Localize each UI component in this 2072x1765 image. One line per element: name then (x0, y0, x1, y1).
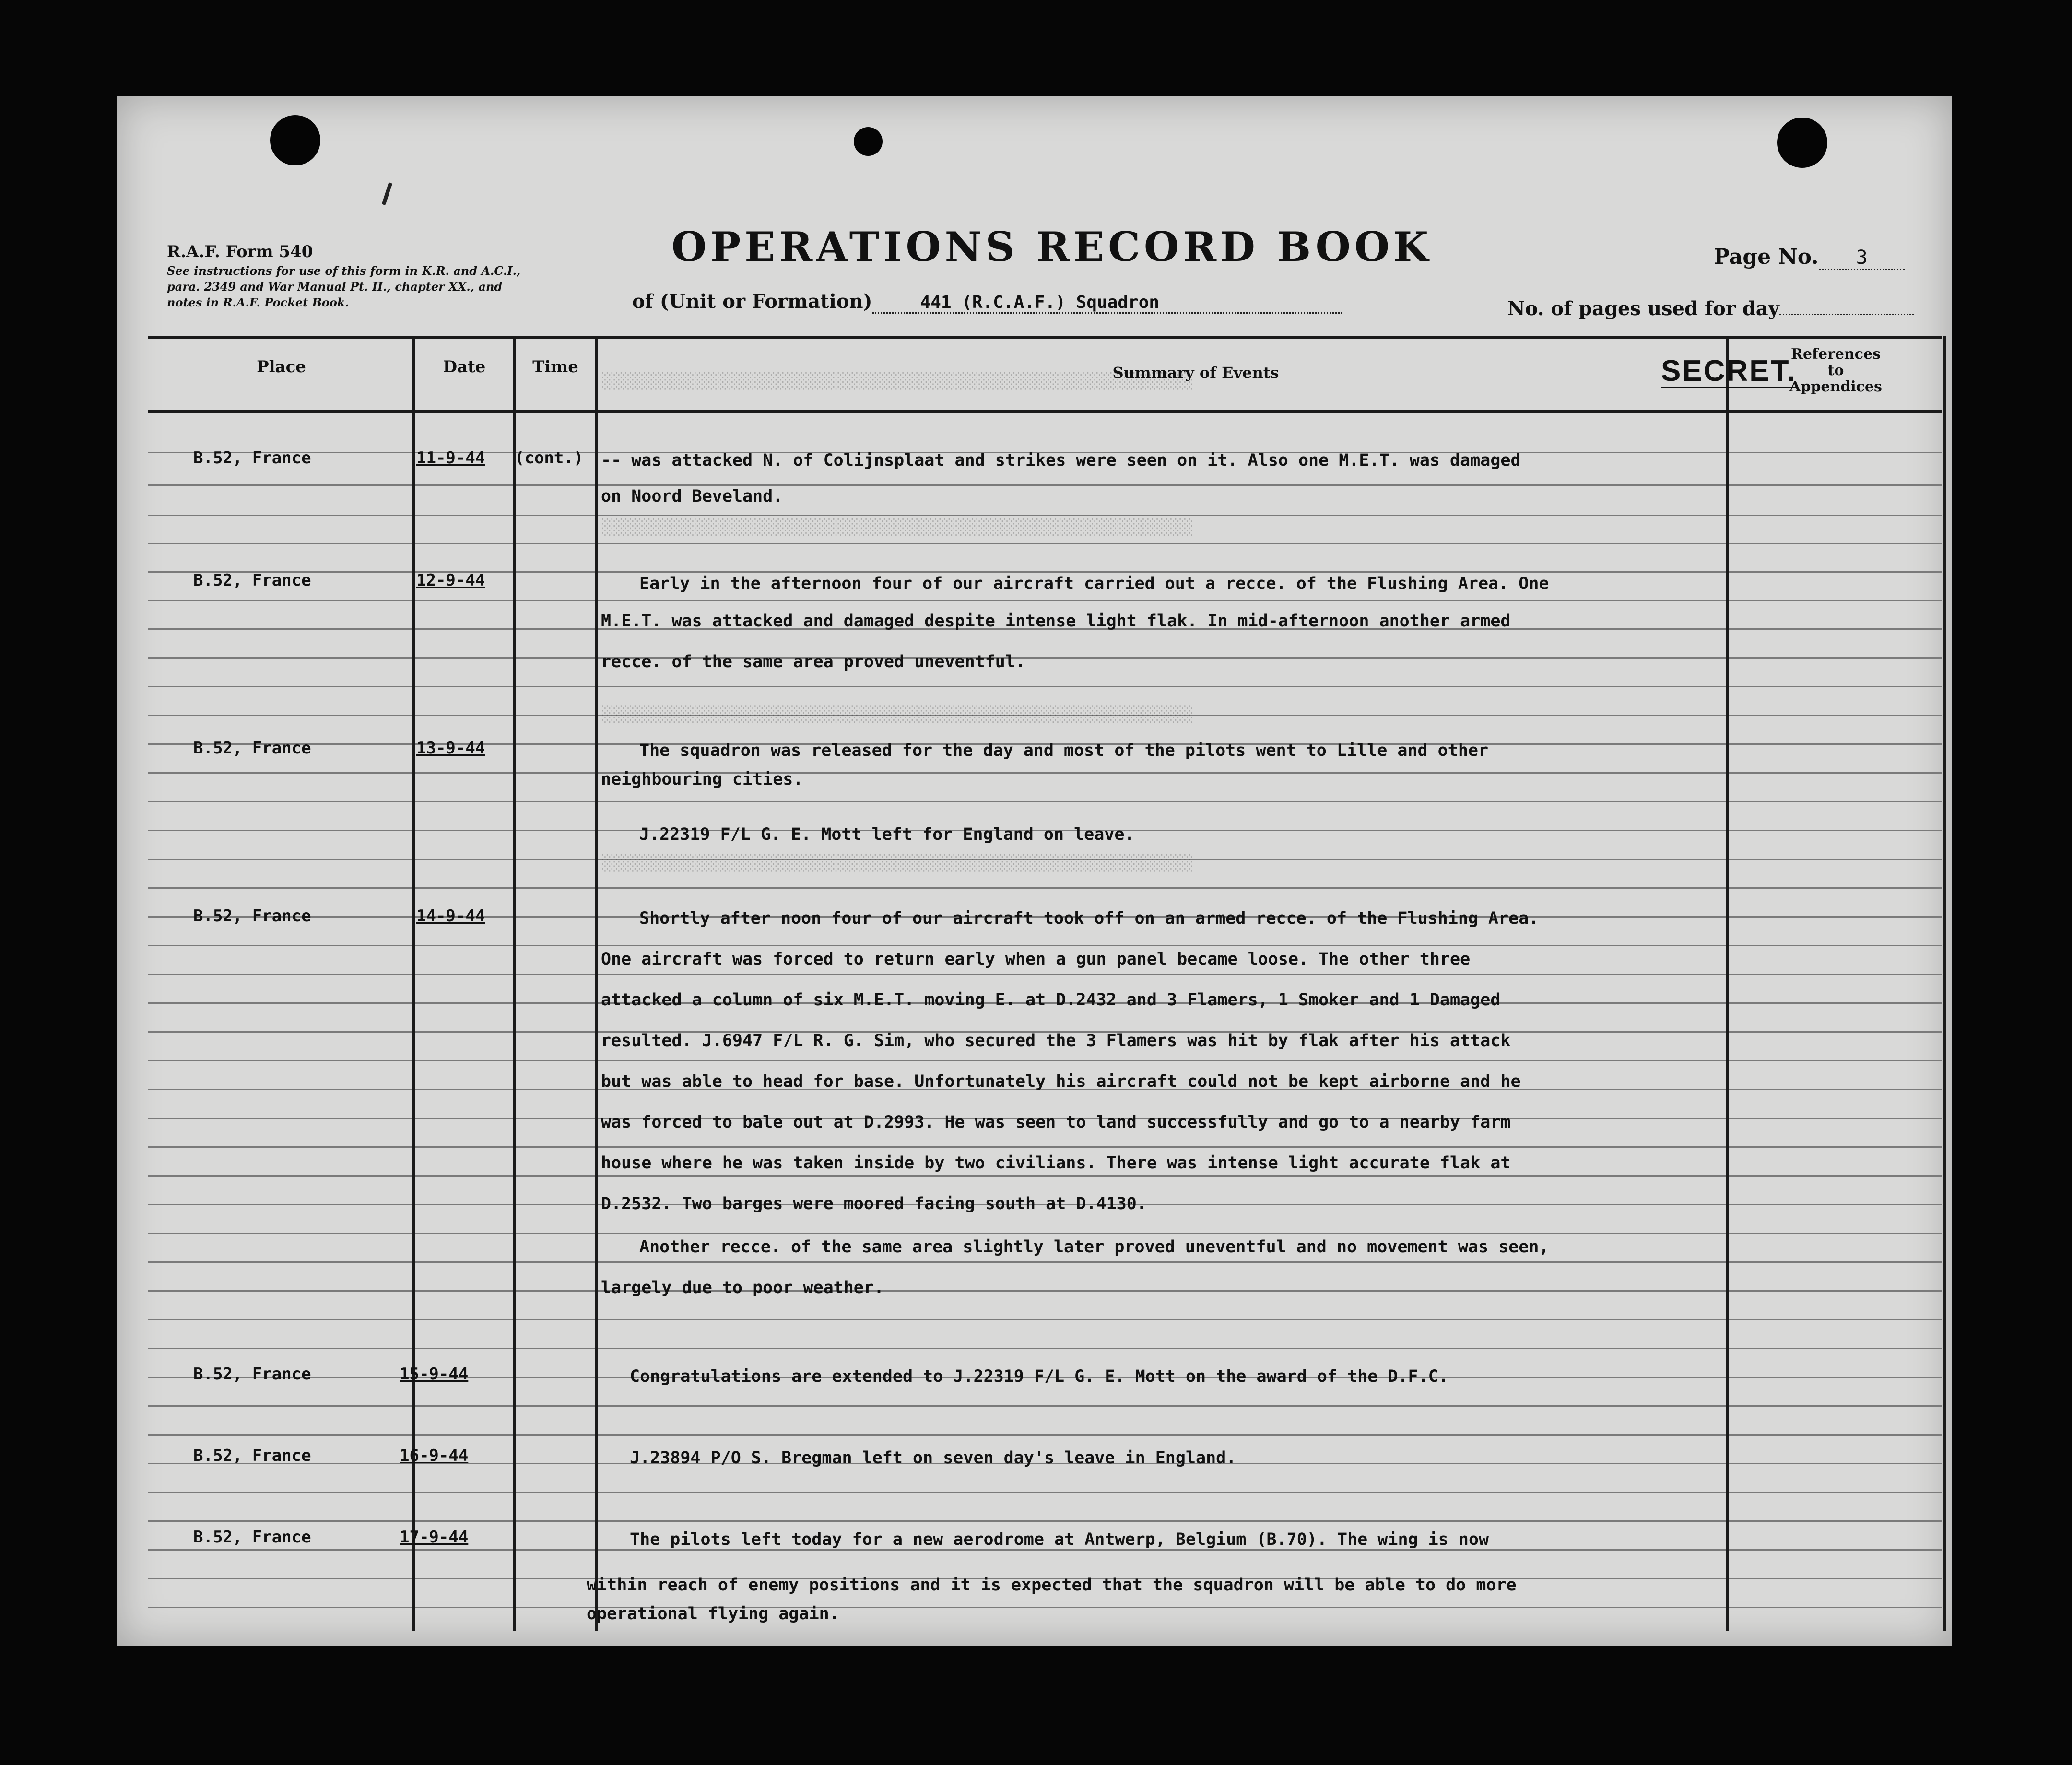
ruled-line (148, 1405, 1942, 1407)
punch-hole-left (270, 115, 320, 165)
entry-text-line: J.22319 F/L G. E. Mott left for England on leave. (639, 825, 1135, 844)
entry-text-line: largely due to poor weather. (601, 1278, 884, 1297)
form-instruction-1: See instructions for use of this form in K.R. and A.C.I., (167, 264, 521, 278)
ruled-line (148, 543, 1942, 544)
page-number-label: Page No. (1714, 245, 1819, 269)
entry-text-line: on Noord Beveland. (601, 487, 783, 506)
ruled-line (148, 772, 1942, 774)
entry-text-line: Early in the afternoon four of our aircraft carried out a recce. of the Flushing Area. One (639, 574, 1549, 593)
entry-text-line: neighbouring cities. (601, 770, 803, 789)
header-references-line-3: Appendices (1789, 378, 1882, 395)
ruled-line (148, 1175, 1942, 1177)
column-divider-summary (1726, 336, 1729, 1631)
entry-date: 15-9-44 (400, 1365, 469, 1384)
entry-text-line: Another recce. of the same area slightly later proved uneventful and no movement was seen, (639, 1237, 1549, 1257)
header-references-line-2: to (1827, 362, 1844, 379)
entry-place: B.52, France (193, 448, 311, 468)
ruled-line (148, 1060, 1942, 1061)
bleed-through-texture: ░░░░░░░░░░░░░░░░░░░░░░░░░░░░░░░░░░░░░░░░░░░░░░░░░░░░░░░░░░░░░░░░ (601, 372, 1192, 390)
entry-place: B.52, France (193, 739, 311, 758)
entry-place: B.52, France (193, 1446, 311, 1465)
entry-text-line: Shortly after noon four of our aircraft took off on an armed recce. of the Flushing Area. (639, 909, 1539, 928)
entry-text-line: was forced to bale out at D.2993. He was seen to land successfully and go to a nearby farm (601, 1113, 1511, 1132)
header-bottom-border (148, 410, 1942, 413)
table-right-border (1943, 336, 1946, 1631)
ruled-line (148, 801, 1942, 802)
page-number-field (1714, 245, 1905, 270)
entry-date: 12-9-44 (416, 571, 485, 590)
unit-field (632, 290, 1342, 314)
form-instruction-2: para. 2349 and War Manual Pt. II., chapter XX., and (167, 280, 503, 294)
entry-text-line: The pilots left today for a new aerodrome at Antwerp, Belgium (B.70). The wing is now (630, 1530, 1489, 1549)
column-divider-date (513, 336, 516, 1631)
header-summary: Summary of Events (1112, 364, 1279, 382)
ruled-line (148, 600, 1942, 601)
entry-place: B.52, France (193, 1528, 311, 1547)
entry-date: 17-9-44 (400, 1528, 469, 1547)
ruled-line (148, 1607, 1942, 1608)
entry-text-line: but was able to head for base. Unfortunately his aircraft could not be kept airborne and he (601, 1072, 1521, 1091)
entry-place: B.52, France (193, 906, 311, 926)
ruled-line (148, 484, 1942, 486)
ruled-line (148, 1434, 1942, 1436)
entry-text-line: M.E.T. was attacked and damaged despite intense light flak. In mid-afternoon another armed (601, 612, 1511, 631)
column-divider-place (412, 336, 415, 1631)
entry-date: 14-9-44 (416, 906, 485, 926)
ruled-line (148, 1261, 1942, 1263)
ruled-line (148, 1520, 1942, 1522)
unit-value: 441 (R.C.A.F.) Squadron (872, 293, 1342, 314)
form-instruction-3: notes in R.A.F. Pocket Book. (167, 295, 349, 309)
ruled-line (148, 887, 1942, 889)
ruled-line (148, 974, 1942, 975)
header-references-line-1: References (1791, 346, 1881, 363)
entry-place: B.52, France (193, 1365, 311, 1384)
entry-text-line: house where he was taken inside by two civilians. There was intense light accurate flak at (601, 1153, 1511, 1173)
entry-date: 16-9-44 (400, 1446, 469, 1465)
record-page (117, 96, 1952, 1646)
table-top-border (148, 336, 1942, 339)
secret-stamp: SECRET. (1661, 354, 1797, 388)
punch-hole-center (854, 127, 883, 156)
form-identifier (167, 242, 599, 309)
ruled-line (148, 657, 1942, 659)
pages-used-field (1507, 297, 1914, 320)
column-divider-time (595, 336, 598, 1631)
page-number-value: 3 (1819, 247, 1905, 270)
ruled-line (148, 1319, 1942, 1320)
entry-text-line: within reach of enemy positions and it is expected that the squadron will be able to do more (587, 1576, 1517, 1595)
ruled-line (148, 1549, 1942, 1551)
page-title: OPERATIONS RECORD BOOK (671, 223, 1433, 271)
ruled-line (148, 1146, 1942, 1148)
entry-text-line: operational flying again. (587, 1604, 839, 1624)
ruled-line (148, 945, 1942, 946)
bleed-through-texture: ░░░░░░░░░░░░░░░░░░░░░░░░░░░░░░░░░░░░░░░░░░░░░░░░░░░░░░░░░░░░░░░░ (601, 518, 1192, 536)
entry-text-line: The squadron was released for the day and most of the pilots went to Lille and other (639, 741, 1489, 760)
header-date: Date (443, 357, 486, 377)
ruled-line (148, 1233, 1942, 1234)
pages-used-label: No. of pages used for day (1507, 297, 1779, 320)
ruled-line (148, 1290, 1942, 1292)
entry-text-line: J.23894 P/O S. Bregman left on seven day's leave in England. (630, 1448, 1236, 1468)
entry-text-line: -- was attacked N. of Colijnsplaat and strikes were seen on it. Also one M.E.T. was damaged (601, 451, 1521, 470)
pencil-mark (382, 182, 392, 205)
entry-time: (cont.) (515, 448, 584, 468)
unit-label: of (Unit or Formation) (632, 290, 872, 313)
header-time: Time (532, 357, 578, 377)
header-place: Place (257, 357, 306, 377)
entry-text-line: resulted. J.6947 F/L R. G. Sim, who secured the 3 Flamers was hit by flak after his attack (601, 1031, 1511, 1050)
bleed-through-texture: ░░░░░░░░░░░░░░░░░░░░░░░░░░░░░░░░░░░░░░░░░░░░░░░░░░░░░░░░░░░░░░░░ (601, 705, 1192, 723)
entry-text-line: attacked a column of six M.E.T. moving E. at D.2432 and 3 Flamers, 1 Smoker and 1 Damaged (601, 990, 1501, 1010)
ruled-line (148, 1348, 1942, 1349)
form-number: R.A.F. Form 540 (167, 242, 313, 261)
entry-text-line: One aircraft was forced to return early when a gun panel became loose. The other three (601, 950, 1471, 969)
ruled-line (148, 686, 1942, 687)
bleed-through-texture: ░░░░░░░░░░░░░░░░░░░░░░░░░░░░░░░░░░░░░░░░░░░░░░░░░░░░░░░░░░░░░░░░ (601, 854, 1192, 872)
entry-date: 11-9-44 (416, 448, 485, 468)
punch-hole-right (1777, 118, 1827, 168)
entry-text-line: Congratulations are extended to J.22319 F/L G. E. Mott on the award of the D.F.C. (630, 1367, 1448, 1386)
ruled-line (148, 1492, 1942, 1493)
pages-used-value (1779, 314, 1914, 315)
entry-date: 13-9-44 (416, 739, 485, 758)
entry-text-line: D.2532. Two barges were moored facing south at D.4130. (601, 1194, 1147, 1213)
ruled-line (148, 515, 1942, 516)
entry-text-line: recce. of the same area proved uneventful. (601, 652, 1026, 671)
entry-place: B.52, France (193, 571, 311, 590)
